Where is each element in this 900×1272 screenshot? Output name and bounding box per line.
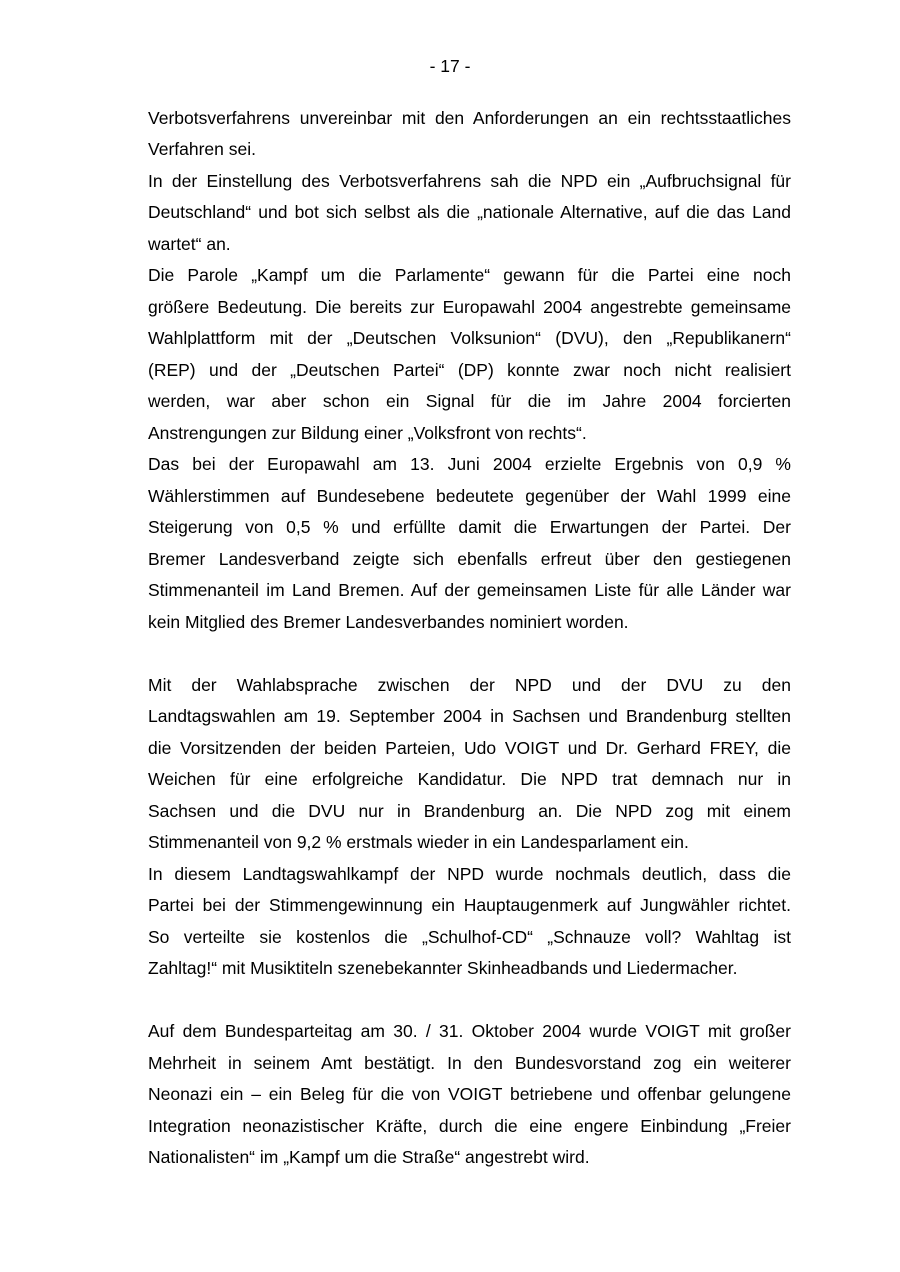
text-line: Stimmenanteil von 9,2 % erstmals wieder in ein Landesparlament ein. — [148, 832, 689, 852]
paragraph — [148, 859, 791, 985]
text-line: Weichen für eine erfolgreiche Kandidatur. Die NPD trat demnach nur in — [148, 769, 791, 789]
text-line: In diesem Landtagswahlkampf der NPD wurde nochmals deutlich, dass die — [148, 863, 791, 884]
text-line: werden, war aber schon ein Signal für die im Jahre 2004 forcierten — [148, 391, 791, 411]
text-line: Stimmenanteil im Land Bremen. Auf der gemeinsamen Liste für alle Länder war — [148, 580, 791, 600]
text-line: Neonazi ein – ein Beleg für die von VOIGT betriebene und offenbar gelungene — [148, 1084, 791, 1104]
text-line: kein Mitglied des Bremer Landesverbandes nominiert worden. — [148, 611, 629, 632]
text-line: Steigerung von 0,5 % und erfüllte damit die Erwartungen der Partei. Der — [148, 517, 791, 537]
text-line: Nationalisten“ im „Kampf um die Straße“ angestrebt wird. — [148, 1147, 590, 1167]
text-line: die Vorsitzenden der beiden Parteien, Udo VOIGT und Dr. Gerhard FREY, die — [148, 737, 791, 758]
text-line: In der Einstellung des Verbotsverfahrens sah die NPD ein „Aufbruchsignal für — [148, 170, 791, 191]
paragraph — [148, 103, 791, 166]
text-line: Mit der Wahlabsprache zwischen der NPD und der DVU zu den — [148, 674, 791, 695]
paragraph — [148, 260, 791, 449]
text-line: Wahlplattform mit der „Deutschen Volksunion“ (DVU), den „Republikanern“ — [148, 328, 791, 348]
text-line: Anstrengungen zur Bildung einer „Volksfront von rechts“. — [148, 422, 587, 443]
text-line: wartet“ an. — [148, 233, 231, 254]
text-line: Sachsen und die DVU nur in Brandenburg an. Die NPD zog mit einem — [148, 800, 791, 821]
text-line: (REP) und der „Deutschen Partei“ (DP) konnte zwar noch nicht realisiert — [148, 359, 791, 380]
paragraph — [148, 1016, 791, 1174]
text-line: Zahltag!“ mit Musiktiteln szenebekannter Skinheadbands und Liedermacher. — [148, 958, 738, 978]
paragraph — [148, 449, 791, 638]
page-number: - 17 - — [429, 56, 471, 76]
text-line: Verfahren sei. — [148, 139, 256, 159]
text-line: Partei bei der Stimmengewinnung ein Hauptaugenmerk auf Jungwähler richtet. — [148, 895, 791, 915]
text-line: Integration neonazistischer Kräfte, durch die eine engere Einbindung „Freier — [148, 1115, 791, 1136]
paragraph — [148, 166, 791, 261]
text-line: Verbotsverfahrens unvereinbar mit den Anforderungen an ein rechtsstaatliches — [148, 107, 791, 128]
text-line: So verteilte sie kostenlos die „Schulhof-CD“ „Schnauze voll? Wahltag ist — [148, 926, 791, 947]
text-line: Mehrheit in seinem Amt bestätigt. In den Bundesvorstand zog ein weiterer — [148, 1052, 791, 1073]
text-line: Landtagswahlen am 19. September 2004 in Sachsen und Brandenburg stellten — [148, 706, 791, 726]
text-line: Deutschland“ und bot sich selbst als die „nationale Alternative, auf die das Land — [148, 202, 791, 222]
text-line: Bremer Landesverband zeigte sich ebenfalls erfreut über den gestiegenen — [148, 548, 791, 569]
text-line: Auf dem Bundesparteitag am 30. / 31. Oktober 2004 wurde VOIGT mit großer — [148, 1021, 791, 1041]
document-body — [148, 103, 791, 1174]
text-line: Wählerstimmen auf Bundesebene bedeutete gegenüber der Wahl 1999 eine — [148, 485, 791, 506]
paragraph — [148, 670, 791, 859]
text-line: Die Parole „Kampf um die Parlamente“ gewann für die Partei eine noch — [148, 265, 791, 285]
text-line: größere Bedeutung. Die bereits zur Europawahl 2004 angestrebte gemeinsame — [148, 296, 791, 317]
text-line: Das bei der Europawahl am 13. Juni 2004 erzielte Ergebnis von 0,9 % — [148, 454, 791, 474]
